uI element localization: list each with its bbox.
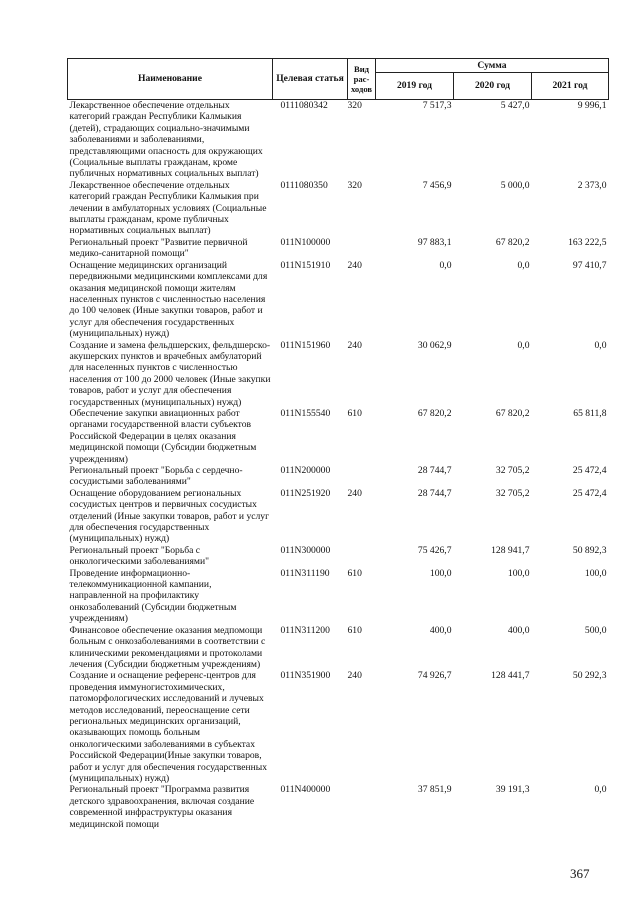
row-2020: 0,0 — [517, 259, 530, 271]
row-kind — [348, 545, 376, 568]
row-2021: 0,0 — [594, 784, 607, 796]
header-article: Целевая статья — [273, 59, 348, 100]
table-row — [68, 625, 609, 671]
row-name: Лекарственное обеспечение отдельных категорий граждан Республики Калмыкия (детей), страдающих социально-значимыми заболеваниями и заболеваниями, представляющими опасность для окружающих (Социальные выплаты гражданам, кроме публичных нормативных социальных выплат) — [69, 100, 263, 180]
table-row — [68, 340, 609, 408]
row-code: 011N200000 — [280, 465, 331, 476]
row-2019: 28 744,7 — [417, 465, 452, 476]
row-2019: 75 426,7 — [417, 544, 452, 556]
row-2020: 5 427,0 — [500, 100, 530, 111]
row-kind: 320 — [347, 179, 362, 191]
table-row — [68, 180, 609, 237]
row-kind — [348, 237, 376, 260]
table-row — [68, 100, 609, 180]
row-2019: 28 744,7 — [417, 487, 452, 499]
row-2020: 39 191,3 — [495, 784, 530, 796]
table-row — [68, 237, 609, 260]
table-row — [68, 408, 609, 465]
table-row — [68, 545, 609, 568]
row-2020: 67 820,2 — [495, 236, 530, 248]
table-row — [68, 670, 609, 784]
row-kind: 610 — [347, 407, 362, 419]
row-name: Обеспечение закупки авиационных работ органами государственной власти субъектов Российской Федерации в целях оказания медицинской помощи (Субсидии бюджетным учреждениям) — [69, 407, 257, 465]
row-name: Региональный проект "Программа развития детского здравоохранения, включая создание современной инфраструктуры оказания медицинской помощи — [69, 784, 255, 830]
budget-table — [67, 58, 609, 830]
table-row — [68, 465, 609, 488]
row-2021: 25 472,4 — [572, 487, 607, 499]
budget-table-sheet — [67, 58, 608, 830]
row-name: Проведение информационно-телекоммуникационной кампании, направленной на профилактику онкозаболеваний (Субсидии бюджетным учреждениям) — [69, 567, 237, 625]
row-2019: 97 883,1 — [417, 236, 452, 248]
row-2020: 128 441,7 — [491, 670, 530, 682]
table-row — [68, 784, 609, 830]
header-year-2019: 2019 год — [376, 73, 454, 100]
row-kind: 610 — [347, 624, 362, 636]
row-name: Оснащение медицинских организаций передвижными медицинскими комплексами для оказания медицинской помощи жителям населенных пунктов с численностью населения до 100 человек (Иные закупки товаров, работ и услуг для обеспечения государственных (муниципальных) нужд) — [69, 259, 268, 340]
row-name: Создание и замена фельдшерских, фельдшерско-акушерских пунктов и врачебных амбулаторий для населенных пунктов с численностью населения от 100 до 2000 человек (Иные закупки товаров, работ и услуг для обеспечения государственных (муниципальных) нужд) — [69, 339, 271, 408]
row-code: 011N151910 — [280, 259, 331, 271]
header-sum: Сумма — [376, 59, 609, 73]
row-2021: 25 472,4 — [572, 465, 607, 476]
row-code: 011N351900 — [280, 670, 331, 682]
row-name: Региональный проект "Развитие первичной медико-санитарной помощи" — [69, 236, 248, 260]
row-2020: 400,0 — [507, 624, 530, 636]
row-2020: 32 705,2 — [495, 487, 530, 499]
row-2019: 30 062,9 — [417, 339, 452, 351]
row-2020: 100,0 — [507, 567, 530, 579]
row-2021: 500,0 — [584, 624, 607, 636]
header-year-2020: 2020 год — [454, 73, 532, 100]
row-code: 011N251920 — [280, 487, 331, 499]
row-2021: 65 811,8 — [573, 407, 607, 419]
row-code: 011N400000 — [280, 784, 331, 796]
row-2019: 67 820,2 — [417, 407, 452, 419]
row-2019: 0,0 — [439, 259, 452, 271]
row-2019: 400,0 — [429, 624, 452, 636]
row-code: 011N300000 — [280, 544, 331, 556]
row-2020: 32 705,2 — [495, 465, 530, 476]
row-code: 011N311200 — [280, 624, 330, 636]
row-2020: 128 941,7 — [491, 544, 530, 556]
row-name: Региональный проект "Борьба с онкологическими заболеваниями" — [69, 544, 210, 568]
header-kind: Вид рас-ходов — [348, 59, 376, 100]
row-code: 011N311190 — [280, 567, 330, 579]
row-2021: 50 892,3 — [572, 544, 607, 556]
row-code: 0111080350 — [280, 179, 328, 191]
row-name: Региональный проект "Борьба с сердечно-сосудистыми заболеваниями" — [69, 465, 243, 488]
row-2021: 9 996,1 — [577, 100, 607, 111]
row-kind: 240 — [347, 670, 362, 682]
row-2021: 163 222,5 — [568, 236, 607, 248]
row-kind — [348, 784, 376, 830]
row-code: 011N100000 — [280, 236, 331, 248]
row-kind: 320 — [347, 100, 362, 111]
table-body — [68, 100, 609, 831]
row-name: Оснащение оборудованием региональных сосудистых центров и первичных сосудистых отделений (Иные закупки товаров, работ и услуг для обеспечения государственных (муниципальных) нужд) — [69, 487, 270, 545]
row-2020: 67 820,2 — [495, 407, 530, 419]
row-2020: 5 000,0 — [500, 179, 530, 191]
table-row — [68, 488, 609, 545]
row-code: 011N155540 — [280, 407, 331, 419]
row-code: 0111080342 — [280, 100, 328, 111]
row-2021: 100,0 — [584, 567, 607, 579]
header-name: Наименование — [68, 59, 273, 100]
row-name: Создание и оснащение референс-центров для проведения иммуногистохимических, патоморфологических исследований и лучевых методов исследований, переоснащение сети региональных медицинских организаций, оказывающих помощь больным онкологическими заболеваниями в субъектах Российской Федерации(Иные закупки товаров, работ и услуг для обеспечения государственных (муниципальных) нужд) — [69, 670, 267, 784]
row-name: Лекарственное обеспечение отдельных категорий граждан Республики Калмыкия при лечении в амбулаторных условиях (Социальные выплаты гражданам, кроме публичных нормативных социальных выплат) — [69, 179, 267, 237]
table-row — [68, 568, 609, 625]
row-kind: 240 — [347, 487, 362, 499]
row-name: Финансовое обеспечение оказания медпомощи больным с онкозаболеваниями в соответствии с клиническими рекомендациями и протоколами лечения (Субсидии бюджетным учреждениям) — [69, 624, 266, 670]
row-2019: 74 926,7 — [417, 670, 452, 682]
table-header — [68, 59, 609, 100]
row-2019: 7 456,9 — [422, 179, 452, 191]
row-2019: 37 851,9 — [417, 784, 452, 796]
row-kind: 240 — [347, 339, 362, 351]
row-code: 011N151960 — [280, 339, 331, 351]
row-2020: 0,0 — [517, 339, 530, 351]
row-2021: 2 373,0 — [577, 179, 607, 191]
row-kind: 610 — [347, 567, 362, 579]
row-2021: 50 292,3 — [572, 670, 607, 682]
row-kind: 240 — [347, 259, 362, 271]
table-row — [68, 260, 609, 340]
header-year-2021: 2021 год — [532, 73, 609, 100]
row-2021: 97 410,7 — [572, 259, 607, 271]
page-number: 367 — [570, 866, 590, 881]
row-2021: 0,0 — [594, 339, 607, 351]
row-2019: 100,0 — [429, 567, 452, 579]
row-2019: 7 517,3 — [422, 100, 452, 111]
row-kind — [348, 465, 376, 488]
